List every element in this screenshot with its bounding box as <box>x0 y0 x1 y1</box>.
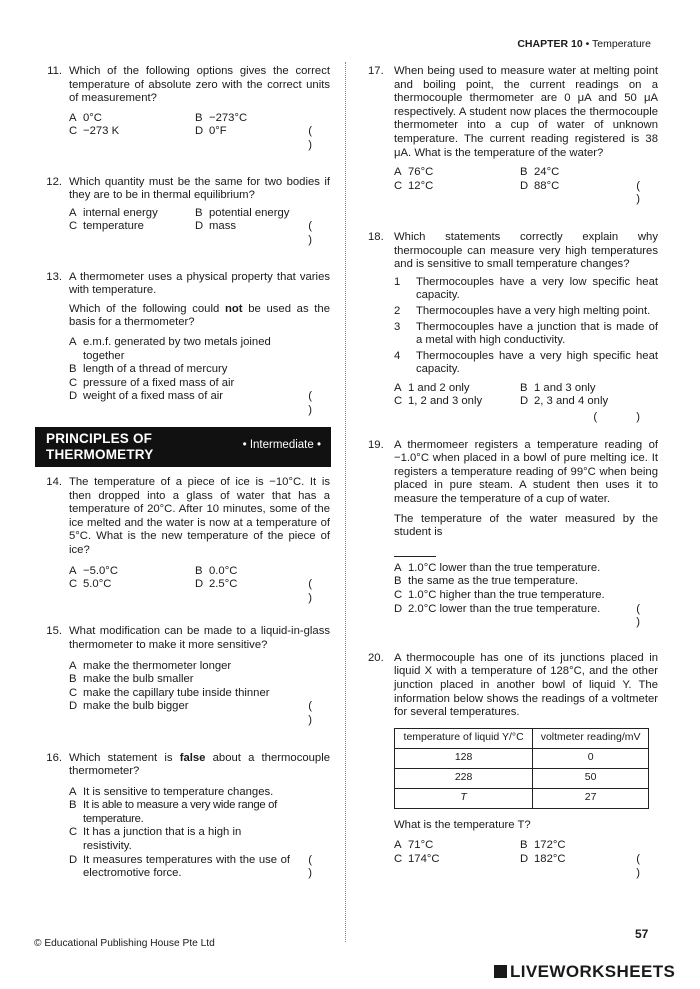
option-letter: D <box>69 853 78 866</box>
question-11 <box>24 65 330 153</box>
statement-number: 2 <box>394 304 401 317</box>
table-header: temperature of liquid Y/°C <box>395 728 533 748</box>
question-stem: Which of the following options gives the correct temperature of absolute zero with the correct units of measurement? <box>69 65 330 105</box>
table-header-row <box>395 728 649 748</box>
option-letter: D <box>394 602 403 615</box>
option-letter: A <box>394 381 402 394</box>
option-letter: C <box>69 686 78 699</box>
option-text[interactable]: 1 and 3 only <box>534 381 596 394</box>
emphasis-false: false <box>179 751 206 764</box>
option-text[interactable]: 2.5°C <box>209 578 238 591</box>
question-number: 14. <box>46 476 62 488</box>
table-row <box>395 788 649 808</box>
answer-bracket[interactable]: ( ) <box>308 390 330 416</box>
options <box>69 786 330 881</box>
emphasis-not: not <box>224 302 243 315</box>
option-text[interactable]: −273°C <box>209 111 248 124</box>
statement-text: Thermocouples have a very low specific heat capacity. <box>416 275 658 302</box>
option-letter: A <box>69 111 77 124</box>
option-letter: D <box>520 852 529 865</box>
options <box>69 112 330 153</box>
option-text[interactable]: weight of a fixed mass of air <box>83 390 224 403</box>
option-letter: B <box>69 673 77 686</box>
option-letter: C <box>69 578 78 591</box>
option-text[interactable]: 172°C <box>534 839 566 852</box>
answer-bracket[interactable]: ( ) <box>308 578 330 604</box>
statement-list <box>394 276 658 379</box>
options <box>69 336 330 418</box>
question-number: 18. <box>368 230 384 243</box>
question-number: 15. <box>46 625 62 638</box>
option-text[interactable]: 76°C <box>408 166 434 179</box>
option-text[interactable]: 1, 2 and 3 only <box>408 395 483 408</box>
option-letter: C <box>69 376 78 389</box>
answer-blank-line <box>394 544 436 557</box>
option-letter: D <box>195 578 204 591</box>
brand-watermark[interactable] <box>494 962 676 981</box>
option-text[interactable]: make the bulb bigger <box>83 700 189 713</box>
option-text[interactable]: 182°C <box>534 852 566 865</box>
stem-text: be used as the basis for a thermometer? <box>69 302 330 329</box>
options <box>69 660 330 728</box>
option-letter: B <box>520 839 528 852</box>
options <box>394 166 658 207</box>
option-letter: B <box>195 111 203 124</box>
option-text[interactable]: 2.0°C lower than the true temperature. <box>408 602 601 615</box>
question-14 <box>24 476 330 605</box>
options <box>394 839 658 880</box>
statement-number: 1 <box>394 275 401 288</box>
option-letter: B <box>394 575 402 588</box>
option-text[interactable]: 5.0°C <box>83 578 112 591</box>
option-letter: D <box>195 220 204 233</box>
option-text[interactable]: 24°C <box>534 166 560 179</box>
option-text[interactable]: internal energy <box>83 206 158 219</box>
question-number: 13. <box>46 270 62 283</box>
question-stem: A thermometer uses a physical property that varies with temperature. <box>69 270 330 297</box>
options <box>394 382 658 409</box>
option-letter: C <box>69 826 78 839</box>
option-letter: B <box>195 564 203 577</box>
chapter-topic: Temperature <box>592 38 651 50</box>
option-letter: A <box>394 166 402 179</box>
option-letter: C <box>69 125 78 138</box>
option-text[interactable]: 88°C <box>534 179 560 192</box>
option-letter: C <box>394 852 403 865</box>
option-text[interactable]: e.m.f. generated by two metals joined together <box>83 335 271 362</box>
option-letter: C <box>394 395 403 408</box>
section-banner <box>35 427 331 467</box>
options <box>394 562 658 630</box>
table-cell: 0 <box>533 748 649 768</box>
brand-label: LIVEWORKSHEETS <box>510 962 676 981</box>
option-letter: A <box>394 839 402 852</box>
option-letter: B <box>195 206 203 219</box>
option-letter: B <box>69 363 77 376</box>
table-header: voltmeter reading/mV <box>533 728 649 748</box>
header-separator: • <box>585 38 590 50</box>
option-text[interactable]: make the thermometer longer <box>83 659 232 672</box>
question-16 <box>24 752 330 881</box>
answer-bracket[interactable]: ( ) <box>308 220 330 246</box>
option-letter: D <box>69 700 78 713</box>
option-text[interactable]: length of a thread of mercury <box>83 363 228 376</box>
right-column <box>368 62 658 880</box>
option-text[interactable]: 0°F <box>209 125 227 138</box>
stem-text: Which of the following could <box>69 302 225 315</box>
chapter-label: CHAPTER 10 <box>517 38 583 50</box>
table-row <box>395 748 649 768</box>
option-text[interactable]: −5.0°C <box>83 564 118 577</box>
table-cell: T <box>395 788 533 808</box>
option-letter: D <box>195 125 204 138</box>
question-stem: A thermocouple has one of its junctions placed in liquid X with a temperature of 128°C, and the other junction placed in another bowl of liquid Y. The information below shows the readings of a voltmeter for several temperatures. <box>394 651 658 719</box>
question-20 <box>368 652 658 880</box>
difficulty-label: • Intermediate • <box>242 439 321 451</box>
stem-text: about a thermocouple thermometer? <box>69 751 330 778</box>
option-letter: A <box>69 564 77 577</box>
question-15 <box>24 625 330 727</box>
option-text[interactable]: make the bulb smaller <box>83 673 194 686</box>
question-stem: When being used to measure water at melting point and boiling point, the current readings on a thermocouple thermometer are 0 μA and 50 μA respectively. A student now places the thermocouple thermometer into a cup of water of unknown temperature. The current reading registered is 38 μA. What is the temperature of the water? <box>394 65 658 159</box>
question-number: 12. <box>46 175 62 188</box>
option-letter: A <box>394 561 402 574</box>
option-text[interactable]: potential energy <box>209 206 290 219</box>
option-letter: B <box>520 166 528 179</box>
question-stem: Which quantity must be the same for two bodies if they are to be in thermal equilibrium? <box>69 175 330 202</box>
option-text[interactable]: −273 K <box>83 125 120 138</box>
option-letter: B <box>520 381 528 394</box>
question-number: 20. <box>368 651 384 664</box>
option-letter: D <box>520 395 529 408</box>
option-text[interactable]: 174°C <box>408 852 440 865</box>
option-letter: A <box>69 785 77 798</box>
answer-bracket[interactable]: ( ) <box>636 179 658 206</box>
option-text[interactable]: mass <box>209 220 236 233</box>
statement-text: Thermocouples have a very high melting point. <box>416 304 651 317</box>
answer-bracket[interactable]: ( ) <box>308 853 330 880</box>
question-13 <box>24 271 330 418</box>
option-text[interactable]: It measures temperatures with the use of electromotive force. <box>83 853 290 880</box>
option-text[interactable]: 0.0°C <box>209 564 238 577</box>
option-text[interactable]: 2, 3 and 4 only <box>534 395 609 408</box>
running-header <box>517 38 651 52</box>
table-cell: 228 <box>395 768 533 788</box>
option-letter: C <box>394 179 403 192</box>
option-letter: A <box>69 659 77 672</box>
column-divider <box>345 62 346 942</box>
question-stem <box>69 752 330 779</box>
question-number: 16. <box>46 751 62 764</box>
question-number: 11. <box>47 65 62 77</box>
question-stem-2 <box>69 303 330 330</box>
option-letter: A <box>69 335 77 348</box>
table-cell: 128 <box>395 748 533 768</box>
table-cell: 27 <box>533 788 649 808</box>
option-text[interactable]: the same as the true temperature. <box>408 575 579 588</box>
option-text[interactable]: 1.0°C higher than the true temperature. <box>408 589 605 601</box>
table-cell: 50 <box>533 768 649 788</box>
left-column <box>24 62 330 417</box>
stem-text: Which statement is <box>69 751 180 764</box>
question-stem-2: The temperature of the water measured by the student is <box>394 512 658 539</box>
option-text[interactable]: 12°C <box>408 179 434 192</box>
data-table <box>394 728 649 809</box>
option-letter: C <box>394 589 403 601</box>
question-stem: Which statements correctly explain why thermocouple can measure very high temperatures and is sensitive to small temperature changes? <box>394 230 658 271</box>
question-stem-2: What is the temperature T? <box>394 818 531 831</box>
question-17 <box>368 65 658 207</box>
question-stem: What modification can be made to a liquid-in-glass thermometer to make it more sensitive? <box>69 625 330 651</box>
answer-bracket[interactable]: ( ) <box>308 125 330 151</box>
question-18 <box>368 231 658 425</box>
question-number: 19. <box>368 438 384 451</box>
worksheet-icon <box>494 965 507 978</box>
option-text[interactable]: 71°C <box>408 839 434 852</box>
question-12 <box>24 176 330 248</box>
statement-number: 3 <box>394 320 401 333</box>
option-text[interactable]: It is sensitive to temperature changes. <box>83 785 274 798</box>
table-row <box>395 768 649 788</box>
option-text[interactable]: It has a junction that is a high in resistivity. <box>83 826 242 853</box>
question-stem: The temperature of a piece of ice is −10°C. It is then dropped into a glass of water that has a temperature of 20°C. After 10 minutes, some of the ice melted and the water is now at a temperature of 5°C. What is the new temperature of the piece of ice? <box>69 476 330 556</box>
statement-text: Thermocouples have a junction that is made of a metal with high conductivity. <box>416 320 658 347</box>
option-text[interactable]: 1.0°C lower than the true temperature. <box>408 561 601 574</box>
question-19 <box>368 439 658 630</box>
left-column-lower <box>24 476 330 881</box>
statement-text: Thermocouples have a very high specific heat capacity. <box>416 349 658 376</box>
option-letter: D <box>520 179 529 192</box>
answer-bracket[interactable]: ( ) <box>636 852 658 879</box>
option-text[interactable]: 1 and 2 only <box>408 381 470 394</box>
statement-number: 4 <box>394 349 401 362</box>
copyright-footer: © Educational Publishing House Pte Ltd <box>34 938 215 949</box>
option-text[interactable]: temperature <box>83 220 144 233</box>
option-letter: D <box>69 390 78 403</box>
option-text[interactable]: make the capillary tube inside thinner <box>83 686 270 699</box>
option-text[interactable]: 0°C <box>83 111 102 124</box>
section-title: PRINCIPLES OF THERMOMETRY <box>46 431 154 462</box>
option-letter: C <box>69 220 78 233</box>
options <box>69 565 330 606</box>
answer-bracket[interactable]: ( ) <box>593 411 658 424</box>
options <box>69 207 330 248</box>
option-letter: B <box>69 799 77 812</box>
answer-bracket[interactable]: ( ) <box>308 700 330 726</box>
question-number: 17. <box>368 65 384 77</box>
option-letter: A <box>69 206 77 219</box>
answer-bracket[interactable]: ( ) <box>636 602 658 629</box>
option-text[interactable]: It is able to measure a very wide range of temperature. <box>83 799 277 825</box>
question-stem: A thermomeer registers a temperature reading of −1.0°C when placed in a bowl of pure melting ice. It registers a temperature reading of 99°C when being placed in pure steam. A student then uses it to measure the temperature of a cup of water. <box>394 438 658 506</box>
page-number: 57 <box>635 927 649 941</box>
option-text[interactable]: pressure of a fixed mass of air <box>83 376 235 389</box>
